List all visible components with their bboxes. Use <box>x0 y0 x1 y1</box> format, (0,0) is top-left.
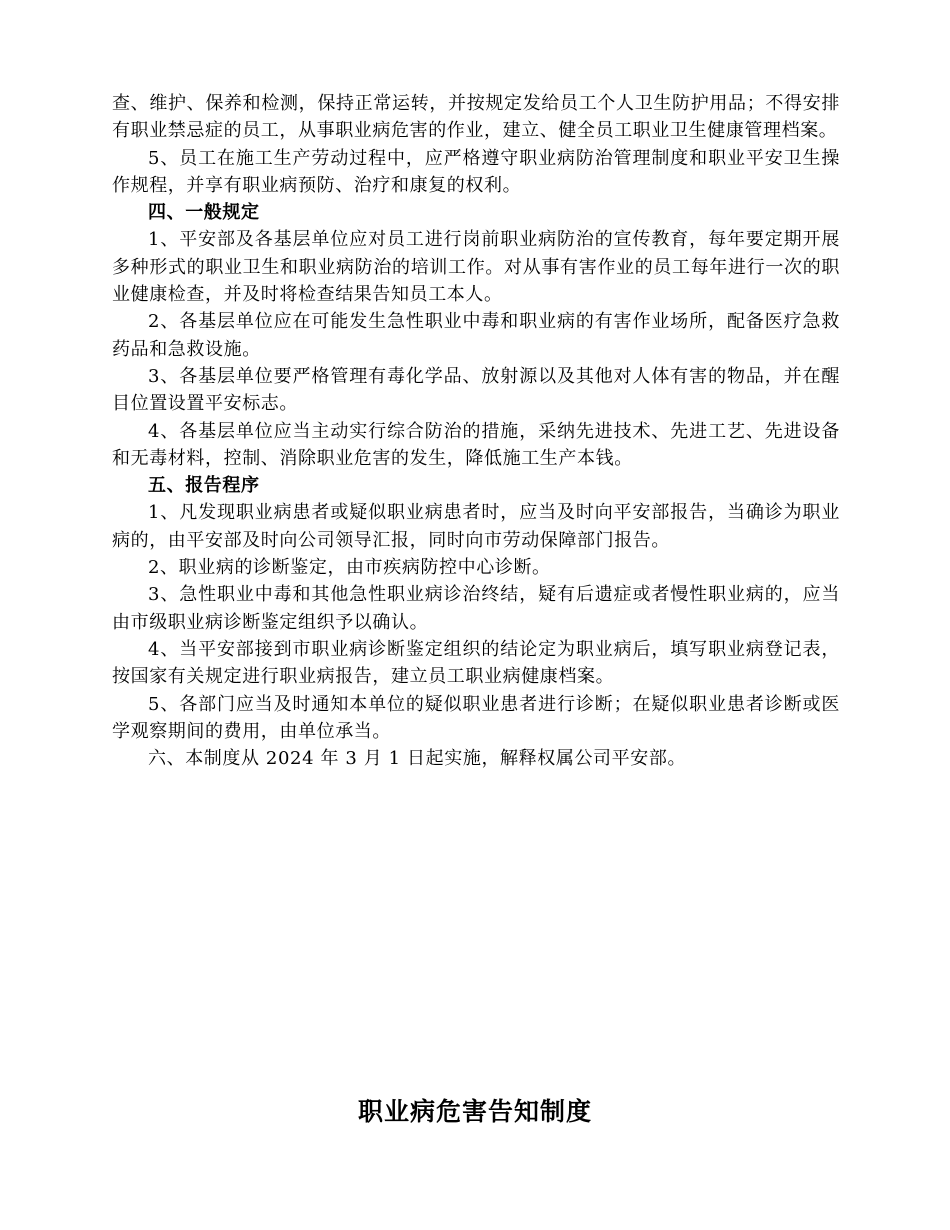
paragraph-report-4: 4、当平安部接到市职业病诊断鉴定组织的结论定为职业病后，填写职业病登记表，按国家有关规定进行职业病报告，建立员工职业病健康档案。 <box>112 638 840 688</box>
paragraph-continuation: 查、维护、保养和检测，保持正常运转，并按规定发给员工个人卫生防护用品；不得安排有职业禁忌症的员工，从事职业病危害的作业，建立、健全员工职业卫生健康管理档案。 <box>112 93 840 142</box>
paragraph-rule-1: 1、平安部及各基层单位应对员工进行岗前职业病防治的宣传教育，每年要定期开展多种形式的职业卫生和职业病防治的培训工作。对从事有害作业的员工每年进行一次的职业健康检查，并及时将检查结果告知员工本人。 <box>112 229 840 306</box>
paragraph-rule-3: 3、各基层单位要严格管理有毒化学品、放射源以及其他对人体有害的物品，并在醒目位置设置平安标志。 <box>112 365 840 415</box>
paragraph-rule-2: 2、各基层单位应在可能发生急性职业中毒和职业病的有害作业场所，配备医疗急救药品和急救设施。 <box>112 311 840 360</box>
paragraph-report-5: 5、各部门应当及时通知本单位的疑似职业患者进行诊断；在疑似职业患者诊断或医学观察期间的费用，由单位承当。 <box>112 693 840 742</box>
paragraph-rule-4: 4、各基层单位应当主动实行综合防治的措施，采纳先进技术、先进工艺、先进设备和无毒材料，控制、消除职业危害的发生，降低施工生产本钱。 <box>112 420 840 469</box>
document-body <box>112 90 840 772</box>
paragraph-item-5-employee-rights: 5、员工在施工生产劳动过程中，应严格遵守职业病防治管理制度和职业平安卫生操作规程，并享有职业病预防、治疗和康复的权利。 <box>112 147 840 196</box>
section-heading-report-procedure: 五、报告程序 <box>148 475 260 497</box>
paragraph-report-2: 2、职业病的诊断鉴定，由市疾病防控中心诊断。 <box>148 557 551 579</box>
section-heading-general-rules: 四、一般规定 <box>148 202 260 224</box>
paragraph-report-3: 3、急性职业中毒和其他急性职业病诊治终结，疑有后遗症或者慢性职业病的，应当由市级职业病诊断鉴定组织予以确认。 <box>112 584 840 633</box>
document-title: 职业病危害告知制度 <box>357 1097 592 1126</box>
paragraph-effective-date: 六、本制度从 2024 年 3 月 1 日起实施，解释权属公司平安部。 <box>148 748 687 770</box>
paragraph-report-1: 1、凡发现职业病患者或疑似职业病患者时，应当及时向平安部报告，当确诊为职业病的，由平安部及时向公司领导汇报，同时向市劳动保障部门报告。 <box>112 502 840 551</box>
